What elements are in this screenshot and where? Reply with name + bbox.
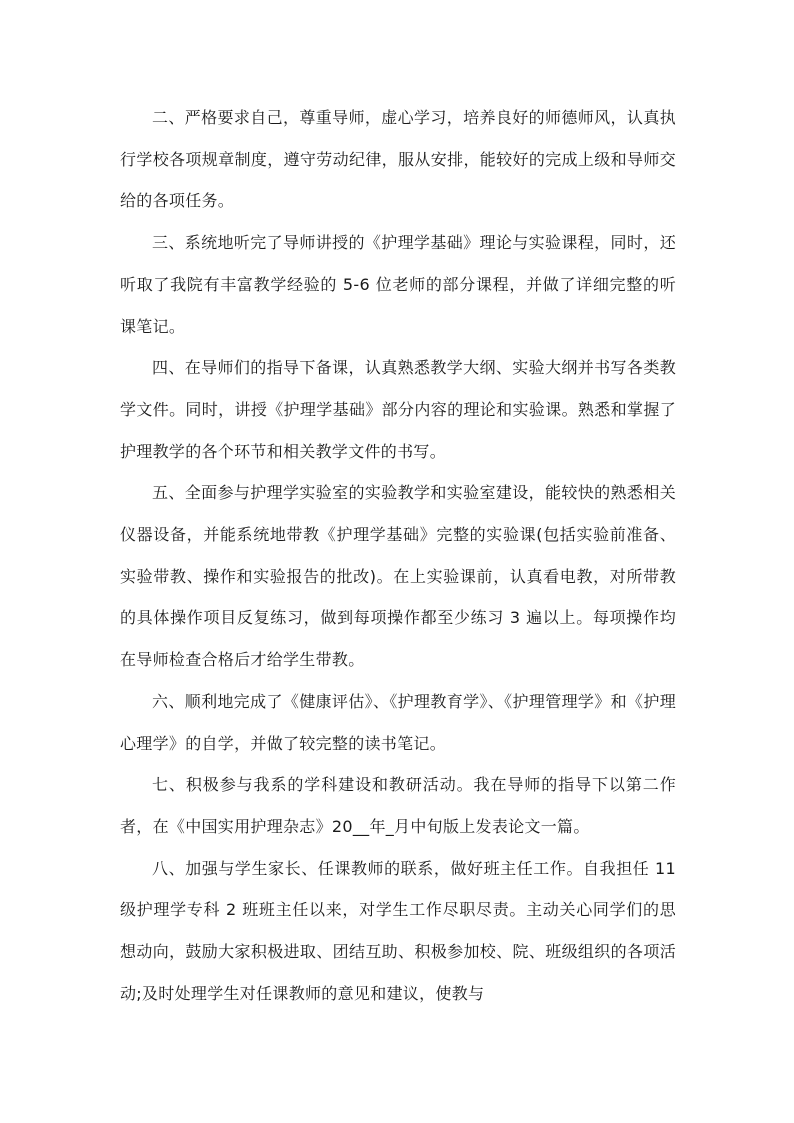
paragraph-3: 三、系统地听完了导师讲授的《护理学基础》理论与实验课程，同时，还听取了我院有丰富教学经验的 5-6 位老师的部分课程，并做了详细完整的听课笔记。 xyxy=(120,233,676,336)
paragraph-7: 七、积极参与我系的学科建设和教研活动。我在导师的指导下以第二作者，在《中国实用护理杂志》20__年_月中旬版上发表论文一篇。 xyxy=(120,775,676,836)
document-body xyxy=(120,97,676,1014)
paragraph-2: 二、严格要求自己，尊重导师，虚心学习，培养良好的师德师风，认真执行学校各项规章制度，遵守劳动纪律，服从安排，能较好的完成上级和导师交给的各项任务。 xyxy=(120,108,676,211)
paragraph-6: 六、顺利地完成了《健康评估》、《护理教育学》、《护理管理学》和《护理心理学》的自学，并做了较完整的读书笔记。 xyxy=(120,691,676,753)
paragraph-4: 四、在导师们的指导下备课，认真熟悉教学大纲、实验大纲并书写各类教学文件。同时，讲授《护理学基础》部分内容的理论和实验课。熟悉和掌握了护理教学的各个环节和相关教学文件的书写。 xyxy=(120,358,676,461)
paragraph-8: 八、加强与学生家长、任课教师的联系，做好班主任工作。自我担任 11 级护理学专科 2 班班主任以来，对学生工作尽职尽责。主动关心同学们的思想动向，鼓励大家积极进取、团结互助、积极参加校、院、班级组织的各项活动;及时处理学生对任课教师的意见和建议，使教与 xyxy=(120,858,676,1003)
paragraph-5: 五、全面参与护理学实验室的实验教学和实验室建设，能较快的熟悉相关仪器设备，并能系统地带教《护理学基础》完整的实验课(包括实验前准备、实验带教、操作和实验报告的批改)。在上实验课前，认真看电教，对所带教的具体操作项目反复练习，做到每项操作都至少练习 3 遍以上。每项操作均在导师检查合格后才给学生带教。 xyxy=(120,483,676,670)
